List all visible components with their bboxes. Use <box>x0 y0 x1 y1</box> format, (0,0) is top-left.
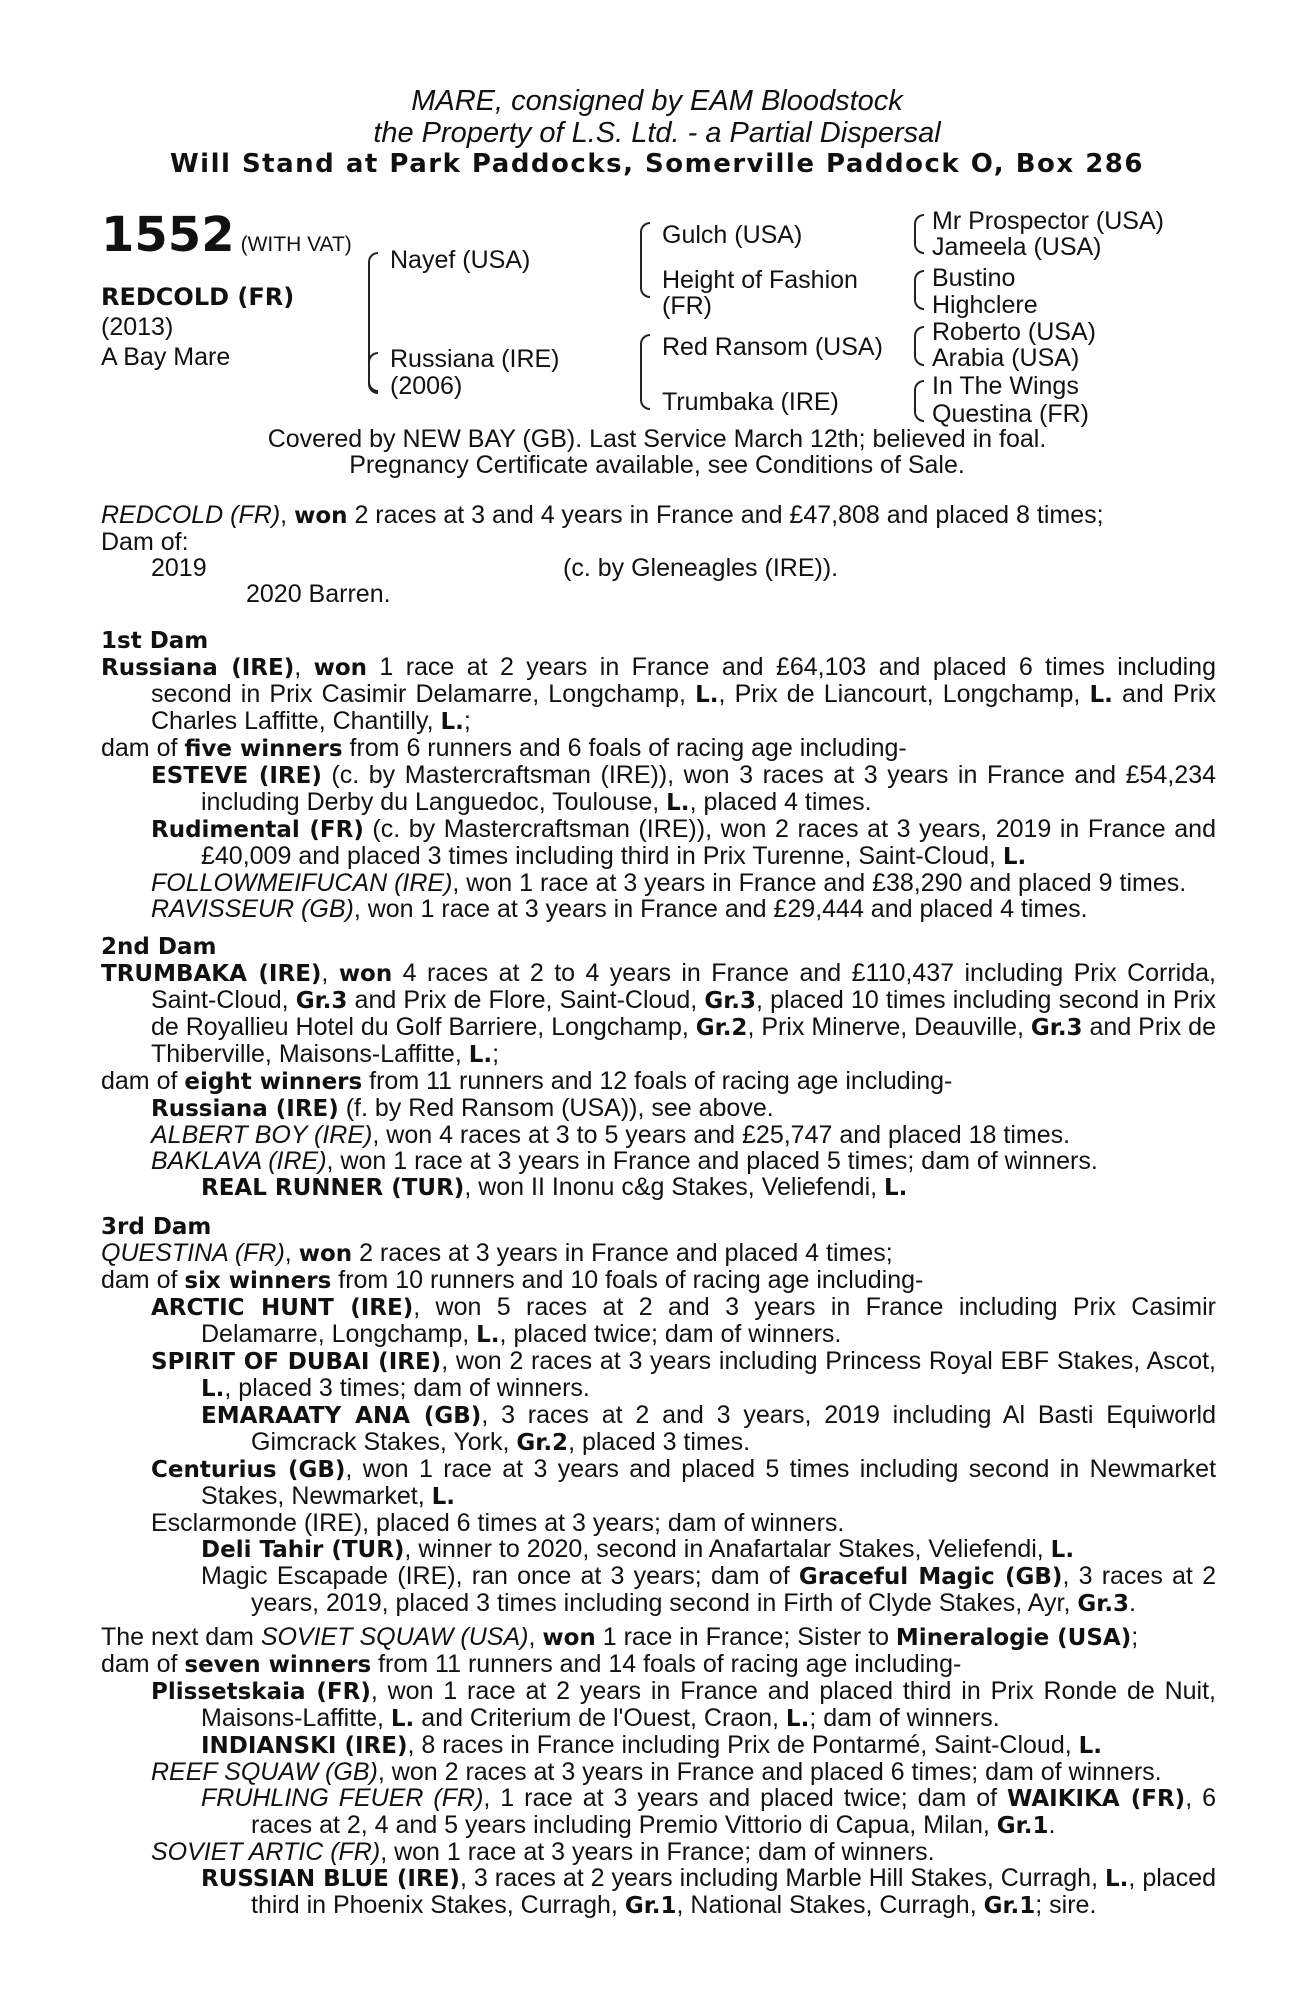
t: , placed 3 times. <box>568 1428 751 1456</box>
t: Esclarmonde (IRE), placed 6 times at 3 years; dam of winners. <box>151 1509 845 1537</box>
dam-name: QUESTINA (FR) <box>101 1239 285 1267</box>
progeny-reef-squaw <box>101 1759 1216 1785</box>
listed: L. <box>695 682 719 708</box>
brace-ds <box>640 334 650 410</box>
t: , 6 races at 2, 4 and 5 years including Premio Vittorio di Capua, Milan, <box>251 1784 1217 1839</box>
progeny-russiana <box>101 1095 1216 1122</box>
t: , placed third in Phoenix Stakes, Curragh, <box>251 1864 1216 1919</box>
t: , Prix Minerve, Deauville, <box>747 1013 1031 1041</box>
t: ; <box>492 1040 500 1068</box>
progeny-real-runner <box>101 1174 1216 1201</box>
vat-note: (WITH VAT) <box>240 233 352 256</box>
produce-2020 <box>101 581 1216 607</box>
brace-sss <box>914 214 924 254</box>
grade: Gr.2 <box>516 1430 569 1456</box>
intro-line <box>101 502 1216 529</box>
t: . <box>1129 1589 1137 1617</box>
t: , placed 3 times; dam of winners. <box>224 1374 590 1402</box>
t: , won 2 races at 3 years in France and placed 6 times; dam of winners. <box>377 1758 1162 1786</box>
produce-2019 <box>101 555 1216 581</box>
progeny-esteve <box>101 762 1216 816</box>
t: , placed 10 times including second in Prix de Royallieu Hotel du Golf Barriere, Longchamp, <box>151 986 1216 1041</box>
progeny-rudimental <box>101 816 1216 870</box>
next-dam-summary <box>101 1651 1216 1678</box>
t: 1 race at 2 years in France and £64,103 and placed 6 times including second in Prix Casimir Delamarre, Longchamp, <box>151 653 1216 708</box>
t: and Prix de Flore, Saint-Cloud, <box>347 986 705 1014</box>
listed: L. <box>1078 1733 1103 1759</box>
t: and Prix de Thiberville, Maisons-Laffitte, <box>151 1013 1216 1068</box>
won-word: won <box>542 1625 596 1651</box>
t: from 6 runners and 6 foals of racing age including- <box>342 734 907 762</box>
next-dam-section <box>101 1624 1216 1919</box>
progeny-name: ALBERT BOY (IRE) <box>151 1121 373 1149</box>
t: , winner to 2020, second in Anafartalar Stakes, Veliefendi, <box>404 1535 1051 1563</box>
t: from 11 runners and 12 foals of racing age including- <box>362 1067 953 1095</box>
ped-ssd: Jameela (USA) <box>932 233 1102 261</box>
t: , won 2 races at 3 years including Princess Royal EBF Stakes, Ascot, <box>441 1347 1216 1375</box>
first-dam-section <box>101 628 1216 922</box>
second-dam-section <box>101 934 1216 1201</box>
t: , Prix de Liancourt, Longchamp, <box>718 680 1090 708</box>
t: and Criterium de l'Ouest, Craon, <box>414 1704 786 1732</box>
t: 4 races at 2 to 4 years in France and £110,437 including Prix Corrida, Saint-Cloud, <box>151 959 1216 1014</box>
t: 2 races at 3 years in France and placed 4 times; <box>352 1239 893 1267</box>
t: ; dam of winners. <box>809 1704 1000 1732</box>
brace-sds <box>914 270 924 310</box>
winners-count: seven winners <box>184 1652 372 1678</box>
grade: Gr.2 <box>695 1015 748 1041</box>
brace-dss <box>914 326 924 366</box>
listed: L. <box>201 1376 225 1402</box>
sep: , <box>280 501 295 529</box>
ped-sss: Mr Prospector (USA) <box>932 207 1164 235</box>
progeny-followmeifucan <box>101 870 1216 896</box>
brace-ss <box>640 222 650 298</box>
progeny-name: ESTEVE (IRE) <box>151 763 322 789</box>
listed: L. <box>431 1484 456 1510</box>
progeny-spirit-of-dubai <box>101 1348 1216 1402</box>
t: , won II Inonu c&g Stakes, Veliefendi, <box>464 1173 885 1201</box>
ped-sd: Height of Fashion <box>662 266 858 294</box>
winners-count: eight winners <box>184 1069 363 1095</box>
first-dam-summary <box>101 735 1216 762</box>
progeny-arctic-hunt <box>101 1294 1216 1348</box>
progeny-name: Rudimental (FR) <box>151 817 364 843</box>
intro-section <box>101 502 1216 607</box>
next-dam-para <box>101 1624 1216 1651</box>
location-line: Will Stand at Park Paddocks, Somerville Paddock O, Box 286 <box>169 149 1144 179</box>
ped-dds: In The Wings <box>932 372 1079 400</box>
t: from 11 runners and 14 foals of racing age including- <box>371 1650 962 1678</box>
grade: Gr.1 <box>996 1813 1049 1839</box>
progeny-name: RUSSIAN BLUE (IRE) <box>201 1866 460 1892</box>
t: , won 5 races at 2 and 3 years in France including Prix Casimir Delamarre, Longchamp, <box>201 1293 1216 1348</box>
t: 1 race in France; Sister to <box>595 1623 896 1651</box>
grade: Gr.1 <box>624 1893 677 1919</box>
won-word: won <box>338 961 393 987</box>
t: , 8 races in France including Prix de Pontarmé, Saint-Cloud, <box>407 1731 1079 1759</box>
progeny-deli-tahir <box>101 1536 1216 1563</box>
third-dam-heading: 3rd Dam <box>101 1214 212 1240</box>
covered-line: Covered by NEW BAY (GB). Last Service March 12th; believed in foal. <box>267 425 1047 453</box>
first-dam-heading: 1st Dam <box>101 628 209 654</box>
lot-number-value: 1552 <box>101 207 235 263</box>
grade: Gr.3 <box>1030 1015 1083 1041</box>
second-dam-para: TRUMBAKA (IRE), won 4 races at 2 to 4 years in France and £110,437 including Prix Corrida, Saint-Cloud, Gr.3 and Prix de Flore, Saint-Cloud, Gr.3, placed 10 times including second in Prix de Royallieu Hotel du Golf Barriere, Longchamp, Gr.2, Prix Minerve, Deauville, Gr.3 and Prix de Thiberville, Maisons-Laffitte, L.; <box>101 959 1216 1068</box>
sep: , <box>528 1623 543 1651</box>
ped-sdd: Highclere <box>932 291 1038 319</box>
progeny-name: WAIKIKA (FR) <box>1007 1786 1186 1812</box>
third-dam-para <box>101 1240 1216 1267</box>
ped-dss: Roberto (USA) <box>932 318 1096 346</box>
t: , won 1 race at 2 years in France and placed third in Prix Ronde de Nuit, Maisons-Laffitte, <box>201 1677 1216 1732</box>
listed: L. <box>440 709 464 735</box>
t: from 10 runners and 10 foals of racing age including- <box>331 1266 924 1294</box>
t: , won 1 race at 3 years in France and £38,290 and placed 9 times. <box>452 869 1187 897</box>
progeny-name: INDIANSKI (IRE) <box>201 1733 408 1759</box>
first-dam-para: Russiana (IRE), won 1 race at 2 years in France and £64,103 and placed 6 times including second in Prix Casimir Delamarre, Longchamp, L., Prix de Liancourt, Longchamp, L. and Prix Charles Laffitte, Chantilly, L.; <box>101 653 1216 735</box>
ped-sds: Bustino <box>932 264 1016 292</box>
listed: L. <box>884 1175 908 1201</box>
consignment-line: MARE, consigned by EAM Bloodstock <box>411 85 903 117</box>
won-word: won <box>313 655 368 681</box>
progeny-name: BAKLAVA (IRE) <box>151 1147 327 1175</box>
t: , National Stakes, Curragh, <box>676 1891 984 1919</box>
progeny-name: Deli Tahir (TUR) <box>201 1537 405 1563</box>
t: , placed 4 times. <box>689 788 872 816</box>
progeny-name: Centurius (GB) <box>151 1457 346 1483</box>
ped-dam-year: (2006) <box>390 372 463 400</box>
progeny-name: Graceful Magic (GB) <box>798 1564 1063 1590</box>
progeny-name: REEF SQUAW (GB) <box>151 1758 378 1786</box>
progeny-russian-blue <box>101 1865 1216 1919</box>
ped-ddd: Questina (FR) <box>932 400 1089 428</box>
listed: L. <box>468 1042 493 1068</box>
t: (f. by Red Ransom (USA)), see above. <box>338 1094 774 1122</box>
grade: Gr.3 <box>295 988 348 1014</box>
sep: , <box>284 1239 299 1267</box>
horse-name: REDCOLD (FR) <box>101 283 295 311</box>
t: and Prix Charles Laffitte, Chantilly, <box>151 680 1216 735</box>
t: , won 1 race at 3 years in France and placed 5 times; dam of winners. <box>326 1147 1098 1175</box>
progeny-name: FOLLOWMEIFUCAN (IRE) <box>151 869 453 897</box>
intro-text: 2 races at 3 and 4 years in France and £47,808 and placed 8 times; <box>347 501 1104 529</box>
progeny-plissetskaia <box>101 1678 1216 1732</box>
progeny-emaraaty-ana <box>101 1402 1216 1456</box>
produce-text: (c. by Gleneagles (IRE)). <box>563 554 839 582</box>
dam-name: TRUMBAKA (IRE) <box>101 961 322 987</box>
progeny-name: RAVISSEUR (GB) <box>151 895 354 923</box>
t: , won 1 race at 3 years and placed 5 times including second in Newmarket Stakes, Newmarket, <box>201 1455 1217 1510</box>
mare-name: REDCOLD (FR) <box>101 501 281 529</box>
t: , placed twice; dam of winners. <box>499 1320 842 1348</box>
listed: L. <box>476 1322 500 1348</box>
lot-number <box>101 207 352 270</box>
t: . <box>1048 1811 1056 1839</box>
t: (c. by Mastercraftsman (IRE)), won 3 races at 3 years in France and £54,234 including Derby du Languedoc, Toulouse, <box>201 761 1216 816</box>
third-dam-section <box>101 1214 1216 1617</box>
progeny-name: SPIRIT OF DUBAI (IRE) <box>151 1349 442 1375</box>
progeny-baklava <box>101 1148 1216 1174</box>
produce-year: 2019 <box>151 554 207 582</box>
winners-count: six winners <box>184 1268 332 1294</box>
property-line: the Property of L.S. Ltd. - a Partial Dispersal <box>373 117 941 149</box>
ped-dam: Russiana (IRE) <box>390 345 560 373</box>
ped-dsd: Arabia (USA) <box>932 344 1080 372</box>
t: , 3 races at 2 and 3 years, 2019 including Al Basti Equiworld Gimcrack Stakes, York, <box>251 1401 1216 1456</box>
t: , won 1 race at 3 years in France and £29,444 and placed 4 times. <box>353 895 1088 923</box>
grade: Gr.3 <box>1077 1591 1130 1617</box>
winners-count: five winners <box>184 736 343 762</box>
brace-dds <box>914 380 924 422</box>
progeny-albert-boy <box>101 1122 1216 1148</box>
t: ; <box>463 707 471 735</box>
progeny-name: ARCTIC HUNT (IRE) <box>151 1295 414 1321</box>
t: dam of <box>101 1266 185 1294</box>
progeny-name: REAL RUNNER (TUR) <box>201 1175 465 1201</box>
ped-dd: Trumbaka (IRE) <box>662 388 839 416</box>
progeny-esclarmonde <box>101 1510 1216 1536</box>
progeny-magic-escapade <box>101 1563 1216 1617</box>
dam-of-label: Dam of: <box>101 528 189 556</box>
listed: L. <box>1105 1866 1129 1892</box>
t: The next dam <box>101 1623 261 1651</box>
t: Magic Escapade (IRE), ran once at 3 years; dam of <box>201 1562 799 1590</box>
t: dam of <box>101 734 185 762</box>
won-word: won <box>294 503 348 529</box>
grade: Gr.1 <box>983 1893 1036 1919</box>
third-dam-summary <box>101 1267 1216 1294</box>
produce-2020-text: 2020 Barren. <box>246 580 391 608</box>
brace-dam <box>368 352 378 392</box>
t: ; <box>1131 1623 1139 1651</box>
progeny-ravisseur <box>101 896 1216 922</box>
listed: L. <box>666 790 690 816</box>
t: , 3 races at 2 years, 2019, placed 3 times including second in Firth of Clyde Stakes, Ayr, <box>251 1562 1216 1617</box>
t: ; sire. <box>1035 1891 1097 1919</box>
progeny-name: EMARAATY ANA (GB) <box>201 1403 482 1429</box>
t: , 1 race at 3 years and placed twice; dam of <box>483 1784 1008 1812</box>
listed: L. <box>785 1706 810 1732</box>
progeny-soviet-artic <box>101 1839 1216 1865</box>
listed: L. <box>1050 1537 1075 1563</box>
won-word: won <box>298 1241 353 1267</box>
progeny-centurius <box>101 1456 1216 1510</box>
progeny-name: SOVIET ARTIC (FR) <box>151 1838 381 1866</box>
t: (c. by Mastercraftsman (IRE)), won 2 races at 3 years, 2019 in France and £40,009 and placed 3 times including third in Prix Turenne, Saint-Cloud, <box>201 815 1216 870</box>
t: , 3 races at 2 years including Marble Hill Stakes, Curragh, <box>459 1864 1105 1892</box>
listed: L. <box>390 1706 415 1732</box>
ped-sire: Nayef (USA) <box>390 246 531 274</box>
second-dam-summary <box>101 1068 1216 1095</box>
horse-info <box>101 282 294 372</box>
dam-name: Russiana (IRE) <box>101 655 295 681</box>
listed: L. <box>1089 682 1113 708</box>
grade: Gr.3 <box>704 988 757 1014</box>
pregnancy-line: Pregnancy Certificate available, see Conditions of Sale. <box>349 451 965 479</box>
progeny-name: Russiana (IRE) <box>151 1096 339 1122</box>
ped-ss: Gulch (USA) <box>662 221 803 249</box>
ped-ds: Red Ransom (USA) <box>662 333 883 361</box>
horse-year: (2013) <box>101 313 174 341</box>
t: dam of <box>101 1650 185 1678</box>
horse-description: A Bay Mare <box>101 343 231 371</box>
second-dam-heading: 2nd Dam <box>101 934 217 960</box>
progeny-indianski <box>101 1732 1216 1759</box>
t: , won 4 races at 3 to 5 years and £25,747 and placed 18 times. <box>372 1121 1071 1149</box>
sister-name: Mineralogie (USA) <box>895 1625 1132 1651</box>
progeny-name: FRUHLING FEUER (FR) <box>201 1784 484 1812</box>
t: , won 1 race at 3 years in France; dam of winners. <box>380 1838 935 1866</box>
t: dam of <box>101 1067 185 1095</box>
progeny-name: Plissetskaia (FR) <box>151 1679 371 1705</box>
progeny-fruhling-feuer <box>101 1785 1216 1839</box>
dam-name: SOVIET SQUAW (USA) <box>260 1623 529 1651</box>
listed: L. <box>1002 844 1027 870</box>
ped-sd2: (FR) <box>662 292 712 320</box>
